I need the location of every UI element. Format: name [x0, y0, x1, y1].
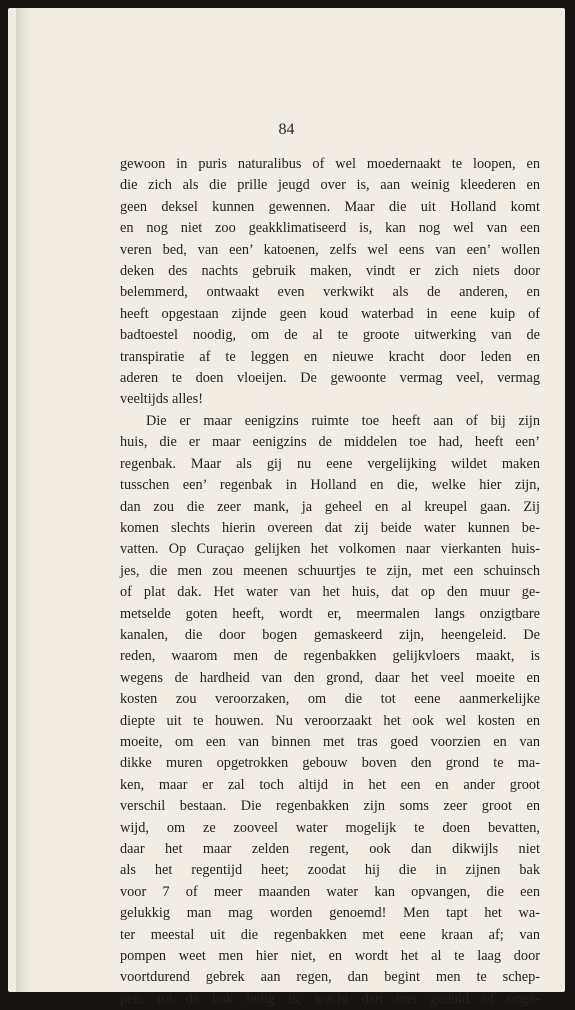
page-fold-shadow — [16, 8, 30, 992]
text-line: die zich als die prille jeugd over is, aan weinig kleederen en — [120, 177, 540, 194]
book-page — [8, 8, 565, 1007]
text-line: kanalen, die door bogen gemaskeerd zijn, heengeleid. De — [120, 626, 540, 643]
text-line: jes, die men zou meenen schuurtjes te zijn, met een schuinsch — [120, 562, 540, 579]
text-line: deken des nachts gebruik maken, vindt er zich niets door — [120, 263, 540, 280]
text-line: diepte uit te houwen. Nu veroorzaakt het ook wel kosten en — [120, 712, 540, 729]
text-line: wijd, om ze zooveel water mogelijk te doen bevatten, — [120, 819, 540, 836]
text-line: geen deksel kunnen gewennen. Maar die uit Holland komt — [120, 198, 540, 215]
text-line: pompen weet men hier niet, en wordt het al te laag door — [120, 948, 540, 965]
text-line: aderen te doen vloeijen. De gewoonte vermag veel, vermag — [120, 370, 540, 387]
text-line: veeltijds alles! — [120, 391, 203, 408]
text-line: gewoon in puris naturalibus of wel moedernaakt te loopen, en — [120, 156, 540, 172]
text-line: en nog niet zoo geakklimatiseerd is, kan nog wel van een — [120, 220, 540, 237]
text-line: verschil bestaan. Die regenbakken zijn soms zeer groot en — [120, 798, 540, 815]
text-line: transpiratie af te leggen en nieuwe kracht door leden en — [120, 348, 540, 365]
text-line: Die er maar eenigzins ruimte toe heeft aan of bij zijn — [146, 412, 540, 429]
body-text — [120, 154, 540, 1010]
text-line: veren bed, van een’ katoenen, zelfs wel eens van een’ wollen — [120, 241, 540, 258]
text-line: kosten zou veroorzaken, om die tot eene aanmerkelijke — [120, 691, 540, 708]
text-line: ter meestal uit die regenbakken met eene kraan af; van — [120, 926, 540, 943]
text-line: ken, maar er zal toch altijd in het een en ander groot — [120, 776, 540, 793]
text-line: dikke muren opgetrokken gebouw boven den grond te ma- — [120, 755, 540, 772]
text-line: metselde goten heeft, wordt er, meermalen langs onzigtbare — [120, 605, 540, 622]
text-line: regenbak. Maar als gij nu eene vergelijking wildet maken — [120, 455, 540, 472]
text-line: tusschen een’ regenbak in Holland en die, welke hier zijn, — [120, 477, 540, 494]
text-line: gelukkig man mag worden genoemd! Men tapt het wa- — [120, 905, 540, 922]
text-line: vatten. Op Curaçao gelijken het volkomen naar vierkanten huis- — [120, 541, 540, 558]
text-line: daar het maar zelden regent, ook dan dikwijls niet — [120, 841, 540, 857]
text-line: wegens de hardheid van den grond, daar het veel moeite en — [120, 669, 540, 686]
text-line: voortdurend gebrek aan regen, dan begint men te schep- — [120, 969, 540, 986]
text-line: of plat dak. Het water van het huis, dat op den muur ge- — [120, 584, 540, 601]
text-line: reden, waarom men de regenbakken gelijkvloers maakt, is — [120, 648, 540, 665]
text-line: als het regentijd heet; zoodat hij die in zijnen bak — [120, 862, 540, 879]
text-line: moeite, om een van binnen met tras goed voorzien en van — [120, 733, 540, 750]
text-line: badtoestel noodig, om de al te groote uitwerking van de — [120, 327, 540, 344]
text-line: pen, tot de bak ledig is, wacht dan met geduld of onge- — [120, 990, 540, 1007]
text-line: huis, die er maar eenigzins de middelen toe had, heeft een’ — [120, 434, 540, 451]
text-line: belemmerd, ontwaakt even verkwikt als de anderen, en — [120, 284, 540, 301]
text-line: heeft opgestaan zijnde geen koud waterbad in eene kuip of — [120, 305, 540, 322]
text-line: komen slechts hierin overeen dat zij beide water kunnen be- — [120, 519, 540, 536]
text-line: dan zou die zeer mank, ja geheel en al kreupel gaan. Zij — [120, 498, 540, 515]
page-number: 84 — [278, 121, 295, 138]
text-line: voor 7 of meer maanden water kan opvangen, die een — [120, 883, 540, 900]
